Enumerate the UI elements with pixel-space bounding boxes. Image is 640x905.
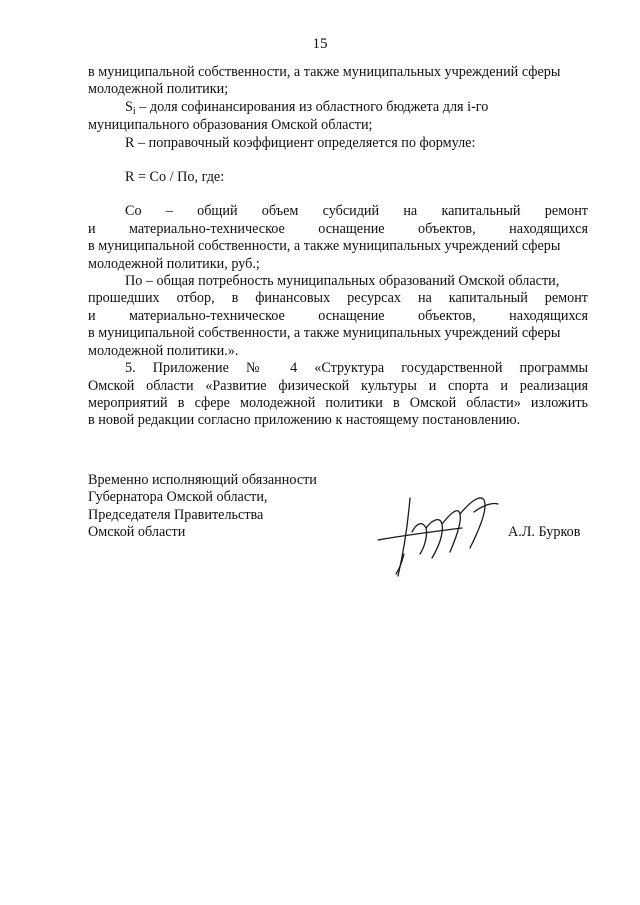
document-body: [88, 64, 588, 430]
paragraph-line: прошедших отбор, в финансовых ресурсах на капитальный ремонт: [88, 290, 588, 307]
handwritten-signature: [370, 492, 520, 582]
signatory-line: Председателя Правительства: [88, 506, 264, 523]
paragraph-line: в новой редакции согласно приложению к настоящему постановлению.: [88, 412, 521, 429]
paragraph-line: Омской области «Развитие физической культуры и спорта и реализация: [88, 377, 588, 394]
page-number: 15: [312, 36, 328, 52]
formula: R = Со / По, где:: [125, 169, 225, 186]
paragraph-line: молодежной политики;: [88, 81, 229, 98]
paragraph-line: молодежной политики.».: [88, 342, 239, 359]
item-5: 5. Приложение № 4 «Структура государственной программы: [125, 360, 588, 377]
paragraph-line: и материально-техническое оснащение объектов, находящихся: [88, 307, 588, 324]
co-definition: Со – общий объем субсидий на капитальный ремонт: [125, 203, 588, 220]
paragraph-line: молодежной политики, руб.;: [88, 255, 260, 272]
paragraph-line: и материально-техническое оснащение объектов, находящихся: [88, 220, 588, 237]
paragraph-line: муниципального образования Омской области;: [88, 117, 373, 134]
signatory-line: Губернатора Омской области,: [88, 489, 268, 506]
signatory-line: Временно исполняющий обязанности: [88, 472, 317, 488]
si-symbol: S: [125, 98, 133, 115]
si-subscript: i: [132, 105, 136, 117]
paragraph-line: в муниципальной собственности, а также муниципальных учреждений сферы: [88, 238, 561, 255]
paragraph-line: мероприятий в сфере молодежной политики в Омской области» изложить: [88, 394, 588, 411]
paragraph-line: в муниципальной собственности, а также муниципальных учреждений сферы: [88, 325, 561, 342]
po-definition: По – общая потребность муниципальных образований Омской области,: [125, 273, 560, 290]
signatory-name: А.Л. Бурков: [508, 524, 581, 540]
r-definition: R – поправочный коэффициент определяется по формуле:: [125, 134, 476, 151]
si-definition: [88, 99, 588, 117]
paragraph-line: в муниципальной собственности, а также муниципальных учреждений сферы: [88, 64, 561, 80]
signatory-line: Омской области: [88, 524, 186, 541]
si-text: – доля софинансирования из областного бюджета для i-го: [135, 98, 489, 115]
